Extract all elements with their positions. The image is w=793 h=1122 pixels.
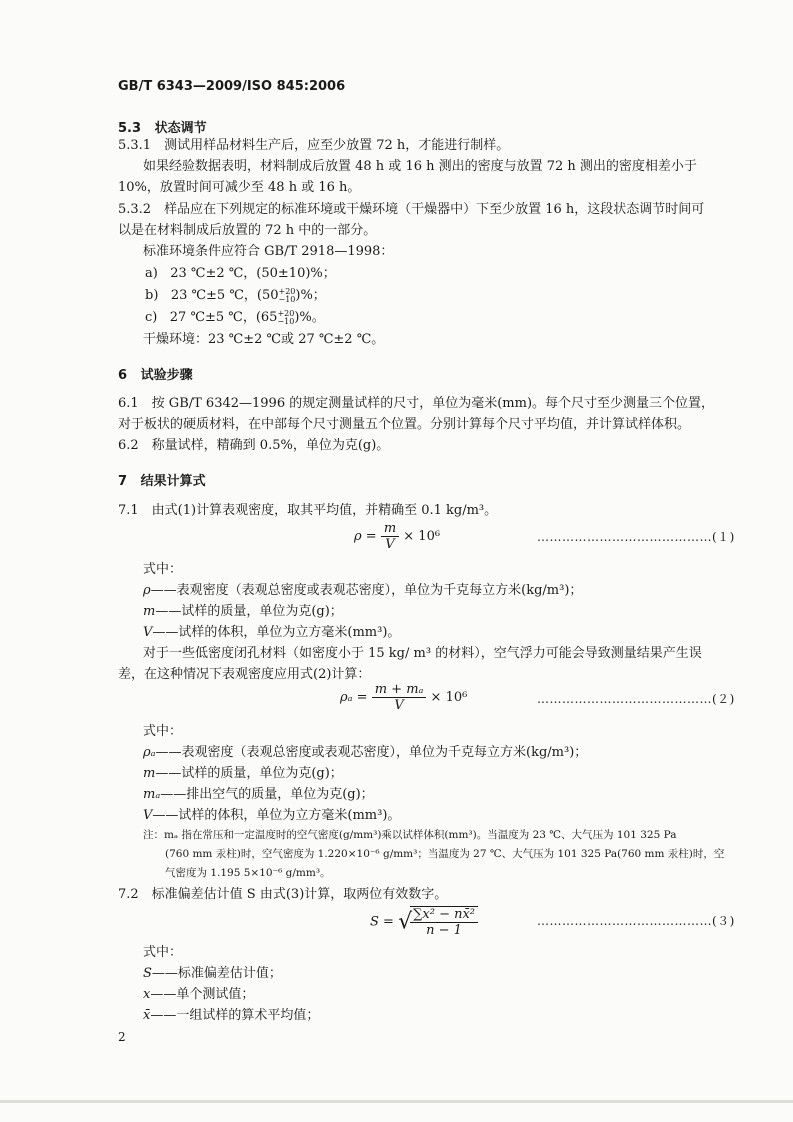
definition: m——试样的质量，单位为克(g)； xyxy=(143,766,343,781)
note: 气密度为 1.195 5×10⁻⁶ g/mm³。 xyxy=(165,867,331,879)
section-heading-6: 6 试验步骤 xyxy=(118,368,193,383)
definition: V——试样的体积，单位为立方毫米(mm³)。 xyxy=(143,808,401,823)
paragraph: 对于一些低密度闭孔材料（如密度小于 15 kg/ m³ 的材料），空气浮力可能会导致测量结果产生误 xyxy=(143,646,702,661)
paragraph: 差，在这种情况下表观密度应用式(2)计算： xyxy=(118,667,371,682)
paragraph: 如果经验数据表明，材料制成后放置 48 h 或 16 h 测出的密度与放置 72 h 测出的密度相差小于 xyxy=(143,159,697,174)
definition: m——试样的质量，单位为克(g)； xyxy=(143,604,343,619)
paragraph: 10%，放置时间可减少至 48 h 或 16 h。 xyxy=(118,180,361,195)
section-heading-5-3: 5.3 状态调节 xyxy=(118,121,207,136)
paragraph: 对于板状的硬质材料，在中部每个尺寸测量五个位置。分别计算每个尺寸平均值，并计算试样体积。 xyxy=(118,417,691,432)
clause-5-3-2: 5.3.2 样品应在下列规定的标准环境或干燥环境（干燥器中）下至少放置 16 h，这段状态调节时间可 xyxy=(118,202,705,217)
paragraph: 以是在材料制成后放置的 72 h 中的一部分。 xyxy=(118,223,377,238)
running-header: GB/T 6343—2009/ISO 845:2006 xyxy=(118,79,346,94)
clause-5-3-1: 5.3.1 测试用样品材料生产后，应至少放置 72 h，才能进行制样。 xyxy=(118,138,510,153)
equation-number-1: ……………………………………(１) xyxy=(537,530,735,544)
definition: ρ——表观密度（表观总密度或表观芯密度），单位为千克每立方米(kg/m³)； xyxy=(143,583,583,598)
where-label: 式中： xyxy=(143,724,183,739)
equation-2: ρₐ = $\frac{\text{m + mₐ}}{V}$ × 10⁶ xyxy=(340,682,468,713)
definition: V——试样的体积，单位为立方毫米(mm³)。 xyxy=(143,625,401,640)
list-item-a: a) 23 ℃±2 ℃，(50±10)%； xyxy=(145,266,336,281)
definition: mₐ——排出空气的质量，单位为克(g)； xyxy=(143,787,374,802)
definition: x——单个测试值； xyxy=(143,987,255,1002)
clause-7-1: 7.1 由式(1)计算表观密度，取其平均值，并精确至 0.1 kg/m³。 xyxy=(118,503,498,518)
section-heading-7: 7 结果计算式 xyxy=(118,474,206,489)
page-number: 2 xyxy=(118,1030,126,1044)
dry-environment: 干燥环境：23 ℃±2 ℃或 27 ℃±2 ℃。 xyxy=(143,332,385,347)
definition: x̄——一组试样的算术平均值； xyxy=(143,1008,320,1023)
clause-7-2: 7.2 标准偏差估计值 S 由式(3)计算，取两位有效数字。 xyxy=(118,887,448,902)
equation-1: ρ = $\frac{m}{V}$ × 10⁶ xyxy=(354,521,441,552)
equation-3: S = √ $\frac{\text{∑x² − nx̄²}}{n - 1}$ xyxy=(370,906,478,938)
equation-number-2: ……………………………………(２) xyxy=(537,692,735,706)
equation-number-3: ……………………………………(３) xyxy=(537,914,735,928)
paragraph: 标准环境条件应符合 GB/T 2918—1998： xyxy=(143,244,394,259)
definition: S——标准偏差估计值； xyxy=(143,966,282,981)
where-label: 式中： xyxy=(143,945,183,960)
definition: ρₐ——表观密度（表观总密度或表观芯密度），单位为千克每立方米(kg/m³)； xyxy=(143,745,588,760)
clause-6-2: 6.2 称量试样，精确到 0.5%，单位为克(g)。 xyxy=(118,438,390,453)
list-item-b: b) 23 ℃±5 ℃，(50 +20 −10 )%； xyxy=(145,286,326,304)
note: (760 mm 汞柱)时，空气密度为 1.220×10⁻⁶ g/mm³；当温度为 27 ℃、大气压为 101 325 Pa(760 mm 汞柱)时，空 xyxy=(165,848,725,860)
list-item-c: c) 27 ℃±5 ℃，(65 +20 −10 )%。 xyxy=(145,308,325,326)
where-label: 式中： xyxy=(143,562,183,577)
scan-edge xyxy=(0,1100,793,1103)
clause-6-1: 6.1 按 GB/T 6342—1996 的规定测量试样的尺寸，单位为毫米(mm)。每个尺寸至少测量三个位置， xyxy=(118,396,715,411)
note: 注：mₐ 指在常压和一定温度时的空气密度(g/mm³)乘以试样体积(mm³)。当温度为 23 ℃、大气压为 101 325 Pa xyxy=(143,829,677,841)
